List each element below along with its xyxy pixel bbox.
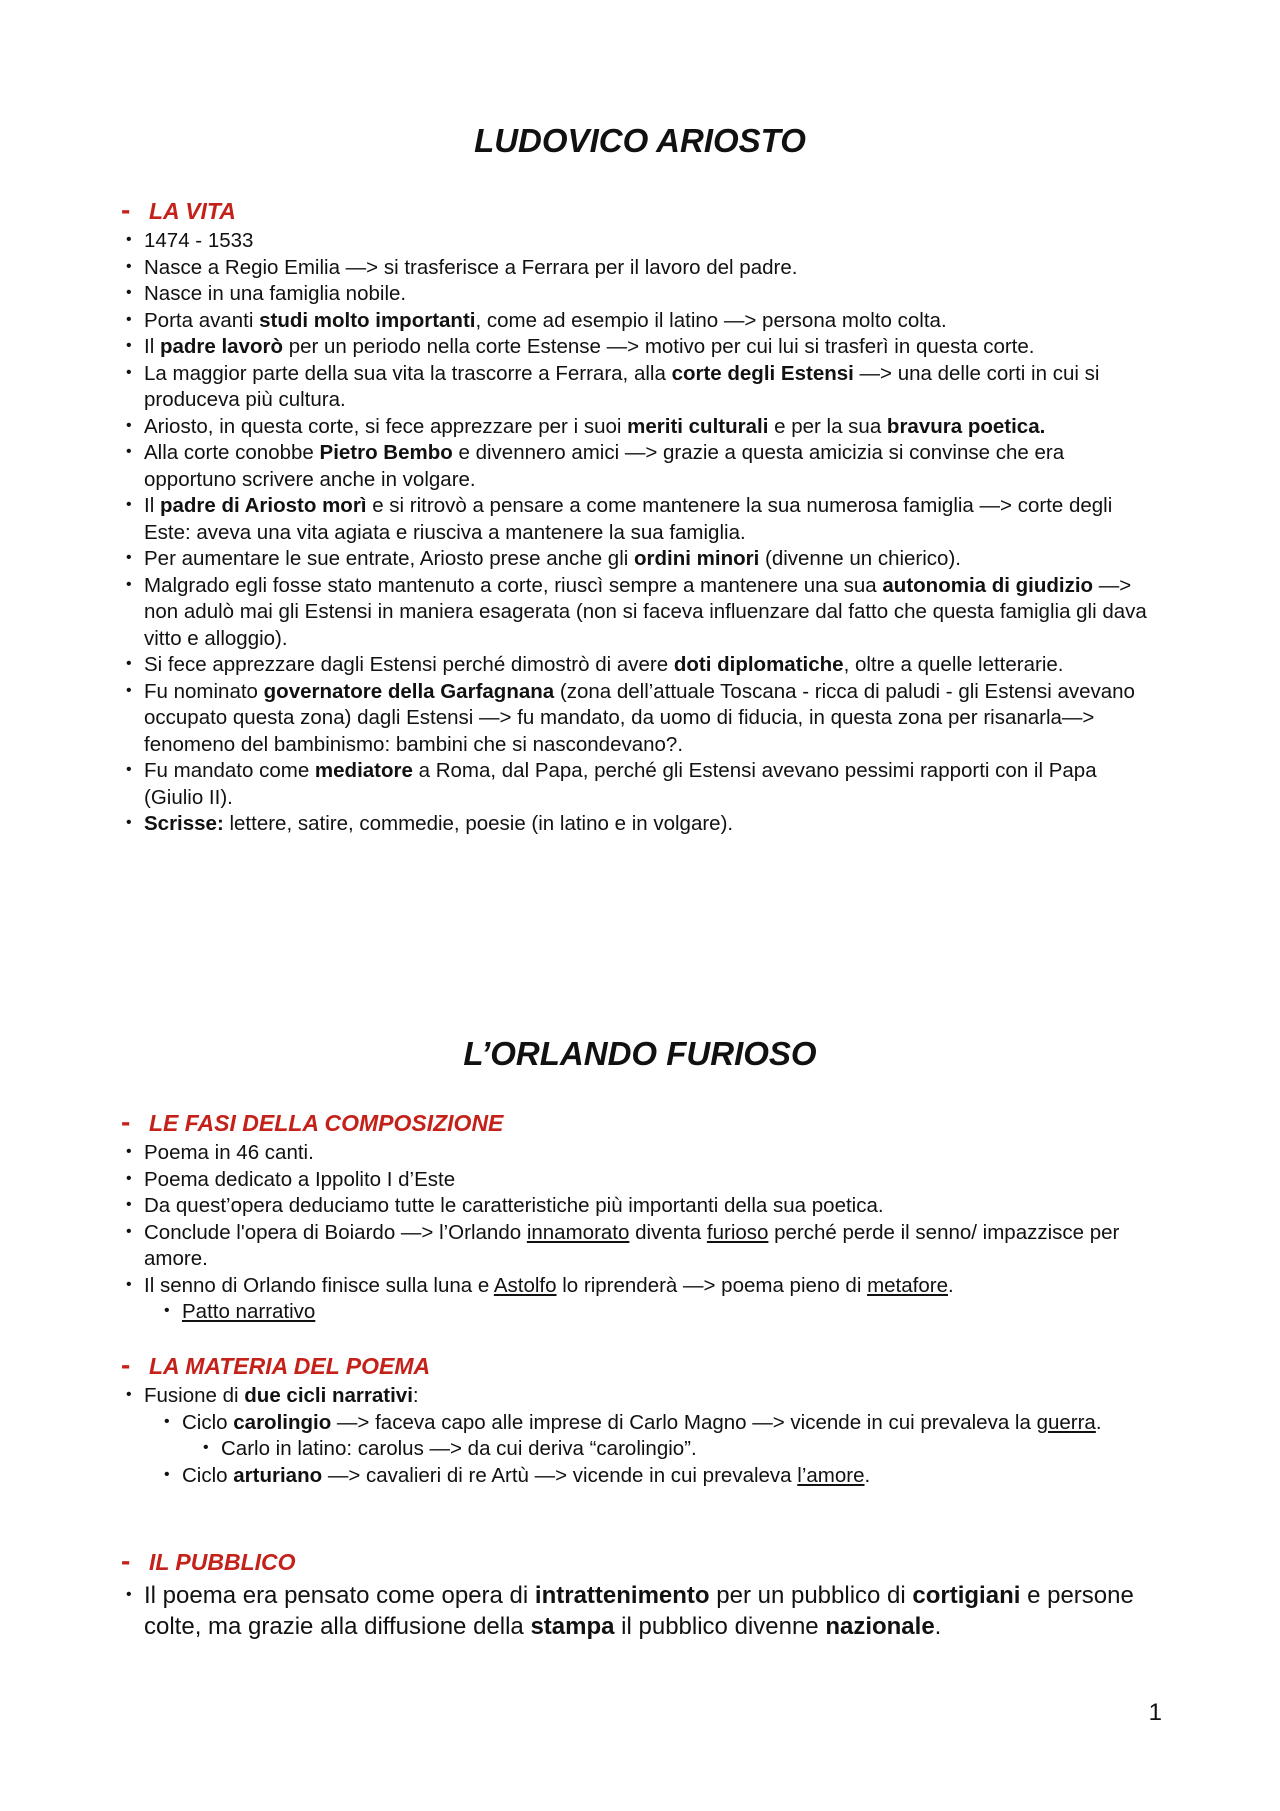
section-title: LE FASI DELLA COMPOSIZIONE (149, 1110, 504, 1136)
list-fasi (0, 1140, 1156, 1326)
bullet-icon: • (126, 337, 132, 354)
section-dash: - (121, 194, 131, 225)
list-materia (0, 1383, 1156, 1489)
bullet-icon: • (126, 443, 132, 460)
bullet-icon: • (126, 575, 132, 593)
bullet-icon: • (126, 549, 132, 566)
list-item: • Carlo in latino: carolus —> da cui deriva “carolingio”. (203, 1437, 697, 1460)
list-item: • Fusione di due cicli narrativi: (126, 1384, 419, 1407)
list-item: • Da quest’opera deduciamo tutte le caratteristiche più importanti della sua poetica. (126, 1194, 884, 1217)
list-item: • Ariosto, in questa corte, si fece apprezzare per i suoi meriti culturali e per la sua bravura poetica. (126, 414, 1046, 438)
list-item: • Scrisse: lettere, satire, commedie, poesie (in latino e in volgare). (126, 812, 734, 835)
bullet-icon: • (126, 1222, 132, 1240)
bullet-icon: • (126, 284, 132, 301)
list-item: • Porta avanti studi molto importanti, come ad esempio il latino —> persona molto colta. (126, 308, 947, 332)
bullet-icon: • (164, 1412, 170, 1430)
title-ludovico-ariosto: LUDOVICO ARIOSTO (474, 122, 806, 159)
bullet-icon: • (126, 496, 132, 513)
bullet-icon: • (126, 1169, 132, 1187)
bullet-icon: • (126, 681, 132, 699)
bullet-icon: • (203, 1439, 209, 1456)
bullet-icon: • (126, 1143, 132, 1160)
list-item: • Ciclo carolingio —> faceva capo alle imprese di Carlo Magno —> vicende in cui prevaleva la guerra. (164, 1410, 1102, 1434)
list-item: • Conclude l'opera di Boiardo —> l’Orlando innamorato diventa furioso perché perde il senno/ impazzisce per amore. (126, 1220, 1120, 1270)
section-dash: - (121, 1545, 131, 1576)
list-item: • 1474 - 1533 (126, 229, 254, 252)
list-item: • Si fece apprezzare dagli Estensi perché dimostrò di avere doti diplomatiche, oltre a quelle letterarie. (126, 653, 1064, 676)
section-title: LA MATERIA DEL POEMA (149, 1353, 431, 1379)
bullet-icon: • (126, 231, 132, 248)
bullet-icon: • (126, 814, 132, 831)
bullet-icon: • (126, 655, 132, 672)
bullet-icon: • (126, 761, 132, 778)
section-dash: - (121, 1106, 131, 1137)
list-item: • Alla corte conobbe Pietro Bembo e divennero amici —> grazie a questa amicizia si convinse che era opportuno scrivere anche in volgare. (126, 441, 1065, 491)
list-item: • La maggior parte della sua vita la trascorre a Ferrara, alla corte degli Estensi —> una delle corti in cui si produceva più cultura. (126, 361, 1100, 411)
list-item: • Il padre lavorò per un periodo nella corte Estense —> motivo per cui lui si trasferì in questa corte. (126, 335, 1035, 358)
list-item: • Il padre di Ariosto morì e si ritrovò a pensare a come mantenere la sua numerosa famiglia —> corte degli Este: aveva una vita agiata e riusciva a mantenere la sua famiglia. (126, 494, 1113, 544)
bullet-icon: • (126, 416, 132, 434)
bullet-icon: • (126, 1196, 132, 1213)
list-item: • Nasce a Regio Emilia —> si trasferisce a Ferrara per il lavoro del padre. (126, 255, 798, 279)
list-item: • Nasce in una famiglia nobile. (126, 282, 407, 305)
bullet-icon: • (126, 1386, 132, 1403)
bullet-icon: • (126, 310, 132, 328)
bullet-icon: • (126, 363, 132, 381)
list-item: • Malgrado egli fosse stato mantenuto a corte, riuscì sempre a mantenere una sua autonomia di giudizio —> non adulò mai gli Estensi in maniera esagerata (non si faceva influenzare dal fatto che questa famiglia gli dava vitto e alloggio). (126, 573, 1147, 650)
bullet-icon: • (164, 1302, 170, 1319)
list-item: • Per aumentare le sue entrate, Ariosto prese anche gli ordini minori (divenne un chierico). (126, 547, 961, 570)
title-orlando-furioso: L’ORLANDO FURIOSO (463, 1035, 817, 1072)
bullet-icon: • (164, 1465, 170, 1483)
section-heading-fasi (121, 1106, 504, 1142)
section-title: IL PUBBLICO (149, 1549, 296, 1575)
bullet-icon: • (126, 1586, 132, 1603)
section-dash: - (121, 1349, 131, 1380)
list-item: • Fu mandato come mediatore a Roma, dal Papa, perché gli Estensi avevano pessimi rapporti con il Papa (Giulio II). (126, 759, 1097, 809)
list-item: • Il poema era pensato come opera di intrattenimento per un pubblico di cortigiani e persone colte, ma grazie alla diffusione della stampa il pubblico divenne nazionale. (0, 1580, 1154, 1642)
page-number: 1 (1148, 1699, 1162, 1726)
list-item: • Il senno di Orlando finisce sulla luna e Astolfo lo riprenderà —> poema pieno di metafore. (126, 1273, 954, 1297)
list-item: • Ciclo arturiano —> cavalieri di re Artù —> vicende in cui prevaleva l’amore. (164, 1463, 871, 1487)
list-vita (0, 228, 1156, 838)
list-item: • Poema in 46 canti. (126, 1141, 314, 1164)
section-heading-pubblico (121, 1545, 296, 1581)
section-title: LA VITA (149, 198, 236, 224)
list-item: • Patto narrativo (164, 1300, 316, 1323)
section-heading-materia (121, 1349, 431, 1385)
section-heading-vita (121, 194, 236, 230)
bullet-icon: • (126, 257, 132, 275)
list-item: • Poema dedicato a Ippolito I d’Este (126, 1167, 456, 1191)
list-pubblico (0, 1580, 1154, 1642)
bullet-icon: • (126, 1275, 132, 1293)
list-item: • Fu nominato governatore della Garfagnana (zona dell’attuale Toscana - ricca di paludi - gli Estensi avevano occupato questa zona) dagli Estensi —> fu mandato, da uomo di fiducia, in questa zona per risanarla—> fenomeno del bambinismo: bambini che si nascondevano?. (126, 679, 1135, 756)
